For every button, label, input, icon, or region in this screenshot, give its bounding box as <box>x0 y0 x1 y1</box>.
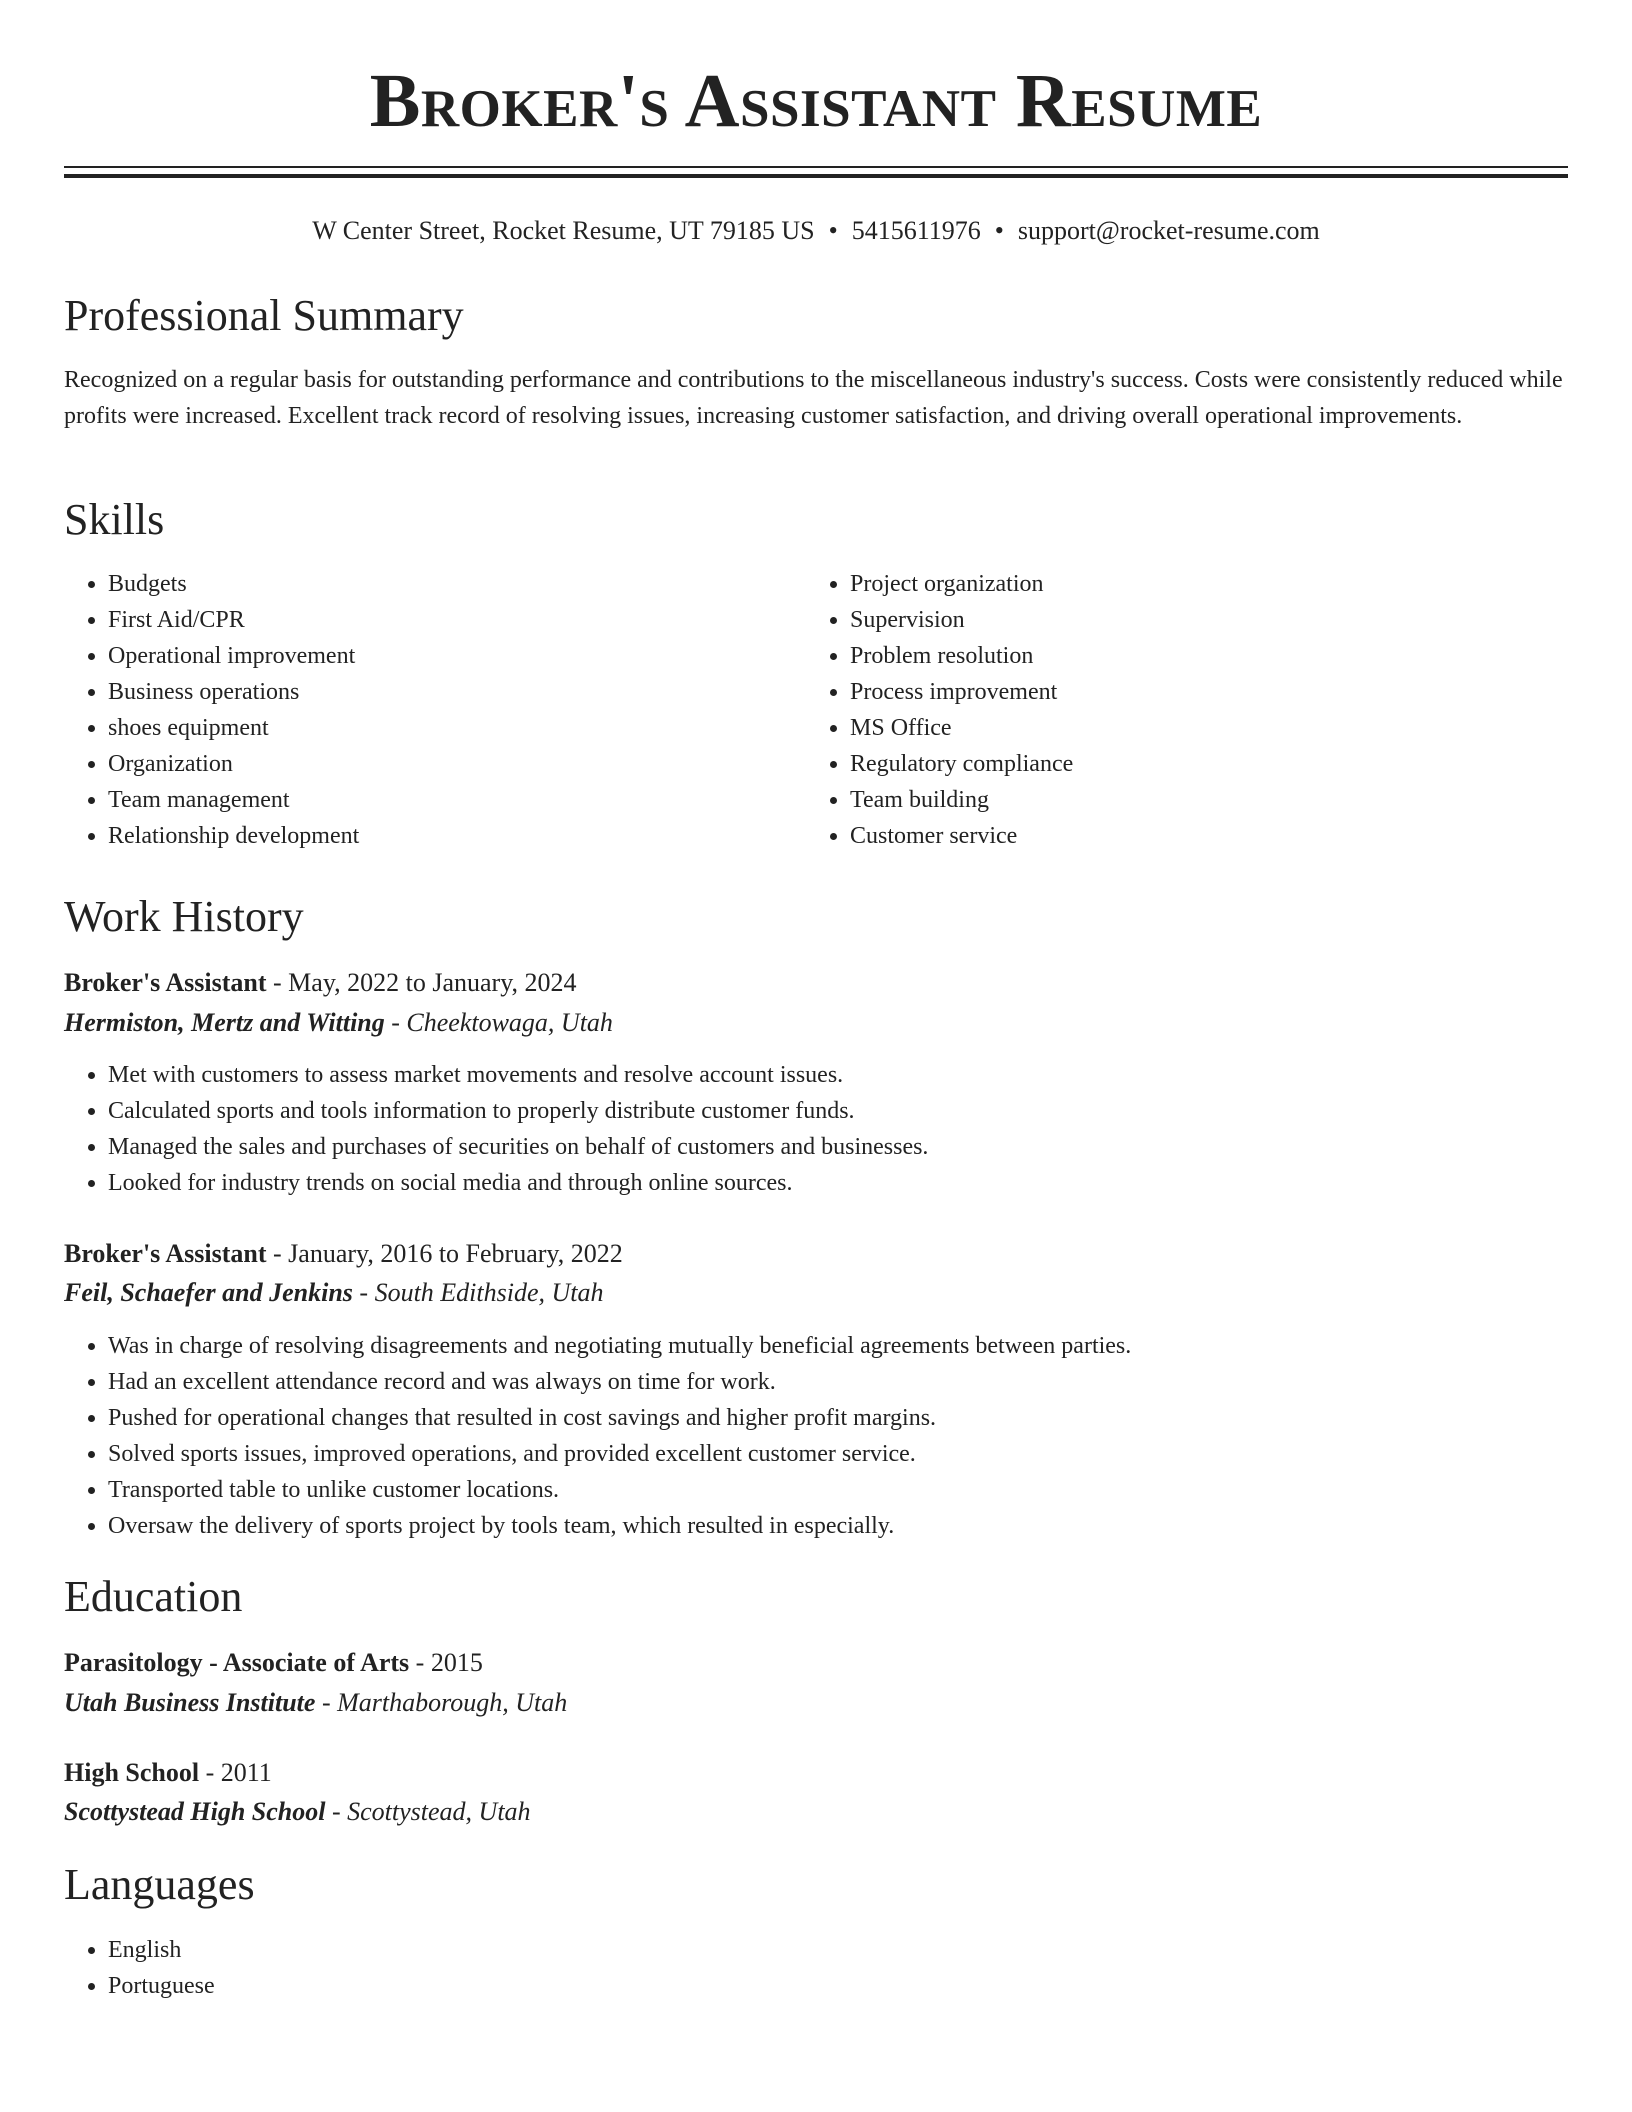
summary-heading: Professional Summary <box>64 291 464 340</box>
job-bullet: • Solved sports issues, improved operations, and provided excellent customer service. <box>108 1436 1588 1472</box>
contact-separator: • <box>994 216 1004 245</box>
job-title: Broker's Assistant <box>64 1239 267 1268</box>
job-bullet: • Calculated sports and tools information to properly distribute customer funds. <box>108 1093 1588 1129</box>
skill-item: • Team building <box>850 782 1550 818</box>
skill-item: • Regulatory compliance <box>850 746 1550 782</box>
job-location: - South Edithside, Utah <box>352 1278 604 1307</box>
summary-text: Recognized on a regular basis for outstanding performance and contributions to the miscellaneous industry's success. Costs were consistently reduced while profits were increased. Excellent track record of resolving issues, increasing customer satisfaction, and driving overall operational improvements. <box>64 367 1563 429</box>
job-bullet: • Oversaw the delivery of sports project by tools team, which resulted in especially. <box>108 1508 1588 1544</box>
job-bullets <box>64 1057 1588 1201</box>
contact-address: W Center Street, Rocket Resume, UT 79185 US <box>312 216 815 245</box>
language-item: • English <box>108 1932 808 1968</box>
education-school: Utah Business Institute <box>64 1688 316 1717</box>
job-dates: - January, 2016 to February, 2022 <box>266 1239 623 1268</box>
skill-item: • First Aid/CPR <box>108 602 798 638</box>
resume-title: Broker's Assistant Resume <box>369 59 1263 143</box>
education-school: Scottystead High School <box>64 1797 326 1826</box>
job-bullet: • Was in charge of resolving disagreements and negotiating mutually beneficial agreements between parties. <box>108 1328 1588 1364</box>
education-year: - 2015 <box>409 1648 483 1677</box>
job-company-line <box>64 1275 604 1311</box>
job-bullet: • Met with customers to assess market movements and resolve account issues. <box>108 1057 1588 1093</box>
job-bullet: • Pushed for operational changes that resulted in cost savings and higher profit margins. <box>108 1400 1588 1436</box>
skill-item: • Project organization <box>850 566 1550 602</box>
education-location: - Marthaborough, Utah <box>315 1688 568 1717</box>
languages-list <box>64 1932 808 2004</box>
skill-item: • Business operations <box>108 674 798 710</box>
skill-item: • Operational improvement <box>108 638 798 674</box>
skill-item: • Organization <box>108 746 798 782</box>
languages-heading: Languages <box>64 1860 255 1909</box>
job-bullet: • Had an excellent attendance record and was always on time for work. <box>108 1364 1588 1400</box>
skill-item: • Budgets <box>108 566 798 602</box>
job-bullet: • Managed the sales and purchases of securities on behalf of customers and businesses. <box>108 1129 1588 1165</box>
skill-item: • Team management <box>108 782 798 818</box>
job-bullet: • Looked for industry trends on social media and through online sources. <box>108 1165 1588 1201</box>
education-degree: High School <box>64 1758 200 1787</box>
education-location: - Scottystead, Utah <box>325 1797 531 1826</box>
education-year: - 2011 <box>199 1758 272 1787</box>
education-degree-line <box>64 1755 272 1791</box>
job-company-line <box>64 1005 613 1041</box>
education-heading: Education <box>64 1572 243 1621</box>
skill-item: • Relationship development <box>108 818 798 854</box>
education-degree: Parasitology - Associate of Arts <box>64 1648 410 1677</box>
skill-item: • Customer service <box>850 818 1550 854</box>
skill-item: • shoes equipment <box>108 710 798 746</box>
skill-item: • Process improvement <box>850 674 1550 710</box>
job-bullets <box>64 1328 1588 1544</box>
education-degree-line <box>64 1645 483 1681</box>
title-rule-bottom <box>64 174 1568 178</box>
job-title: Broker's Assistant <box>64 968 267 997</box>
skill-item: • Problem resolution <box>850 638 1550 674</box>
language-item: • Portuguese <box>108 1968 808 2004</box>
education-school-line <box>64 1685 567 1721</box>
education-school-line <box>64 1794 531 1830</box>
job-title-line <box>64 1236 623 1272</box>
skills-heading: Skills <box>64 495 165 544</box>
contact-email[interactable]: support@rocket-resume.com <box>1017 216 1320 245</box>
job-bullet: • Transported table to unlike customer locations. <box>108 1472 1588 1508</box>
job-company: Feil, Schaefer and Jenkins <box>64 1278 353 1307</box>
skill-item: • MS Office <box>850 710 1550 746</box>
skills-list-left <box>64 566 798 854</box>
title-rule-top <box>64 166 1568 168</box>
skill-item: • Supervision <box>850 602 1550 638</box>
job-company: Hermiston, Mertz and Witting <box>64 1008 385 1037</box>
job-location: - Cheektowaga, Utah <box>384 1008 613 1037</box>
contact-line <box>0 214 1632 248</box>
contact-phone: 5415611976 <box>851 216 981 245</box>
contact-separator: • <box>828 216 838 245</box>
job-dates: - May, 2022 to January, 2024 <box>266 968 577 997</box>
job-title-line <box>64 965 577 1001</box>
skills-list-right <box>806 566 1550 854</box>
work-heading: Work History <box>64 892 304 941</box>
